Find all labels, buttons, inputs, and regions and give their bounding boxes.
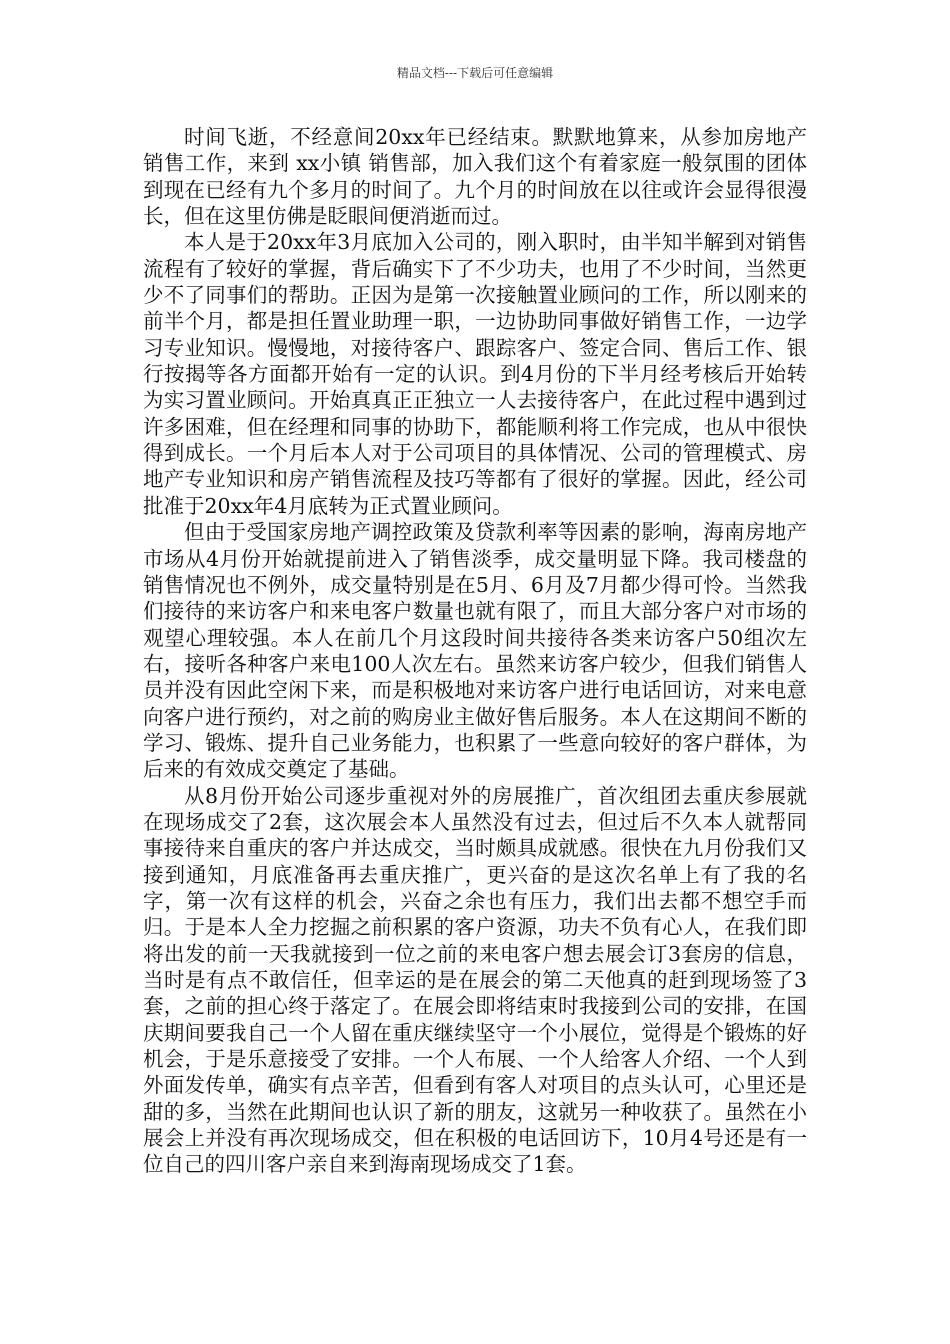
- document-body: [143, 124, 807, 1178]
- page-header: 精品文档---下载后可任意编辑: [396, 66, 554, 80]
- paragraph: 时间飞逝，不经意间20xx年已经结束。默默地算来，从参加房地产销售工作，来到 xx小镇 销售部，加入我们这个有着家庭一般氛围的团体到现在已经有九个多月的时间了。九个月的时间放在以往或许会显得很漫长，但在这里仿佛是眨眼间便消逝而过。: [143, 125, 807, 229]
- paragraph: 从8月份开始公司逐步重视对外的房展推广，首次组团去重庆参展就在现场成交了2套，这次展会本人虽然没有过去，但过后不久本人就帮同事接待来自重庆的客户并达成交，当时颇具成就感。很快在九月份我们又接到通知，月底准备再去重庆推广，更兴奋的是这次名单上有了我的名字，第一次有这样的机会，兴奋之余也有压力，我们出去都不想空手而归。于是本人全力挖掘之前积累的客户资源，功夫不负有心人，在我们即将出发的前一天我就接到一位之前的来电客户想去展会订3套房的信息，当时是有点不敢信任，但幸运的是在展会的第二天他真的赶到现场签了3套，之前的担心终于落定了。在展会即将结束时我接到公司的安排，在国庆期间要我自己一个人留在重庆继续坚守一个小展位，觉得是个锻炼的好机会，于是乐意接受了安排。一个人布展、一个人给客人介绍、一个人到外面发传单，确实有点辛苦，但看到有客人对项目的点头认可，心里还是甜的多，当然在此期间也认识了新的朋友，这就另一种收获了。虽然在小展会上并没有再次现场成交，但在积极的电话回访下，10月4号还是有一位自己的四川客户亲自来到海南现场成交了1套。: [143, 783, 807, 1177]
- paragraph: 本人是于20xx年3月底加入公司的，刚入职时，由半知半解到对销售流程有了较好的掌握，背后确实下了不少功夫，也用了不少时间，当然更少不了同事们的帮助。正因为是第一次接触置业顾问的工作，所以刚来的前半个月，都是担任置业助理一职，一边协助同事做好销售工作，一边学习专业知识。慢慢地，对接待客户、跟踪客户、签定合同、售后工作、银行按揭等各方面都开始有一定的认识。到4月份的下半月经考核后开始转为实习置业顾问。开始真真正正独立一人去接待客户，在此过程中遇到过许多困难，但在经理和同事的协助下，都能顺利将工作完成，也从中很快得到成长。一个月后本人对于公司项目的具体情况、公司的管理模式、房地产专业知识和房产销售流程及技巧等都有了很好的掌握。因此，经公司批准于20xx年4月底转为正式置业顾问。: [143, 230, 807, 518]
- paragraph: 但由于受国家房地产调控政策及贷款利率等因素的影响，海南房地产市场从4月份开始就提前进入了销售淡季，成交量明显下降。我司楼盘的销售情况也不例外，成交量特别是在5月、6月及7月都少得可怜。当然我们接待的来访客户和来电客户数量也就有限了，而且大部分客户对市场的观望心理较强。本人在前几个月这段时间共接待各类来访客户50组次左右，接听各种客户来电100人次左右。虽然来访客户较少，但我们销售人员并没有因此空闲下来，而是积极地对来访客户进行电话回访，对来电意向客户进行预约，对之前的购房业主做好售后服务。本人在这期间不断的学习、锻炼、提升自己业务能力，也积累了一些意向较好的客户群体，为后来的有效成交奠定了基础。: [143, 520, 807, 782]
